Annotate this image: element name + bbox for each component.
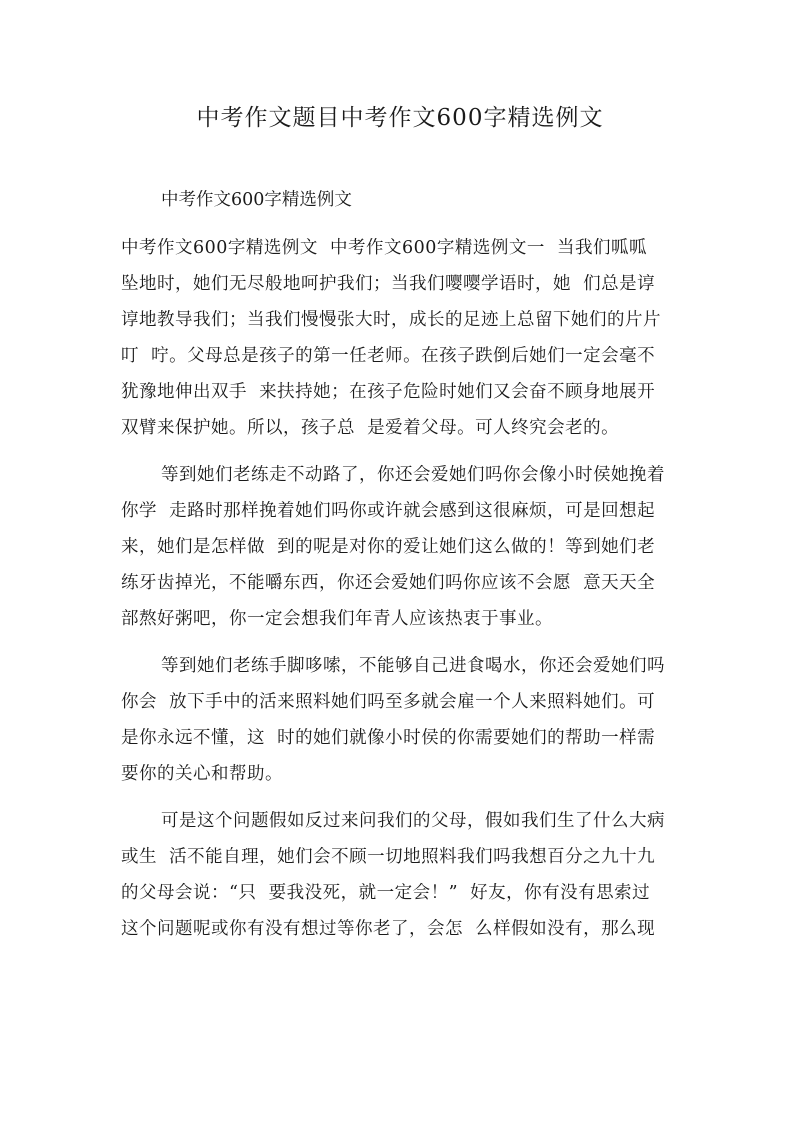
text-line: 要你的关心和帮助。 xyxy=(121,764,283,784)
text-line: 谆地教导我们；当我们慢慢张大时，成长的足迹上总留下她们的片片 xyxy=(121,310,661,330)
paragraph-2 xyxy=(121,457,681,637)
text-line: 或生 活不能自理，她们会不顾一切地照料我们吗我想百分之九十九 xyxy=(121,847,656,867)
paragraph-4 xyxy=(121,803,681,947)
document-body xyxy=(121,230,681,947)
paragraph-gap xyxy=(121,792,681,803)
text-line: 双臂来保护她。所以，孩子总 是爱着父母。可人终究会老的。 xyxy=(121,418,620,438)
document-title: 中考作文题目中考作文600字精选例文 xyxy=(196,105,604,131)
text-line: 可是这个问题假如反过来问我们的父母，假如我们生了什么大病 xyxy=(161,811,665,831)
text-line: 叮 咛。父母总是孩子的第一任老师。在孩子跌倒后她们一定会毫不 xyxy=(121,346,656,366)
text-line: 你会 放下手中的活来照料她们吗至多就会雇一个人来照料她们。可 xyxy=(121,692,656,712)
text-line: 坠地时，她们无尽般地呵护我们；当我们嘤嘤学语时，她 们总是谆 xyxy=(121,274,656,294)
text-line: 你学 走路时那样挽着她们吗你或许就会感到这很麻烦，可是回想起 xyxy=(121,501,656,521)
text-line: 是你永远不懂，这 时的她们就像小时侯的你需要她们的帮助一样需 xyxy=(121,728,656,748)
text-line: 的父母会说：“只 要我没死，就一定会！” 好友，你有没有思索过 xyxy=(121,883,651,903)
text-line: 来，她们是怎样做 到的呢是对你的爱让她们这么做的！等到她们老 xyxy=(121,537,656,557)
text-line: 等到她们老练手脚哆嗦，不能够自己进食喝水，你还会爱她们吗 xyxy=(161,656,665,676)
text-line: 犹豫地伸出双手 来扶持她；在孩子危险时她们又会奋不顾身地展开 xyxy=(121,382,656,402)
document-subtitle: 中考作文600字精选例文 xyxy=(161,190,352,210)
paragraph-1 xyxy=(121,230,681,446)
paragraph-gap xyxy=(121,446,681,457)
paragraph-3 xyxy=(121,648,681,792)
text-line: 这个问题呢或你有没有想过等你老了，会怎 么样假如没有，那么现 xyxy=(121,919,656,939)
text-line: 中考作文600字精选例文 中考作文600字精选例文一 当我们呱呱 xyxy=(121,238,648,258)
text-line: 等到她们老练走不动路了，你还会爱她们吗你会像小时侯她挽着 xyxy=(161,465,665,485)
paragraph-gap xyxy=(121,637,681,648)
text-line: 练牙齿掉光，不能嚼东西，你还会爱她们吗你应该不会愿 意天天全 xyxy=(121,573,656,593)
text-line: 部熬好粥吧，你一定会想我们年青人应该热衷于事业。 xyxy=(121,609,553,629)
